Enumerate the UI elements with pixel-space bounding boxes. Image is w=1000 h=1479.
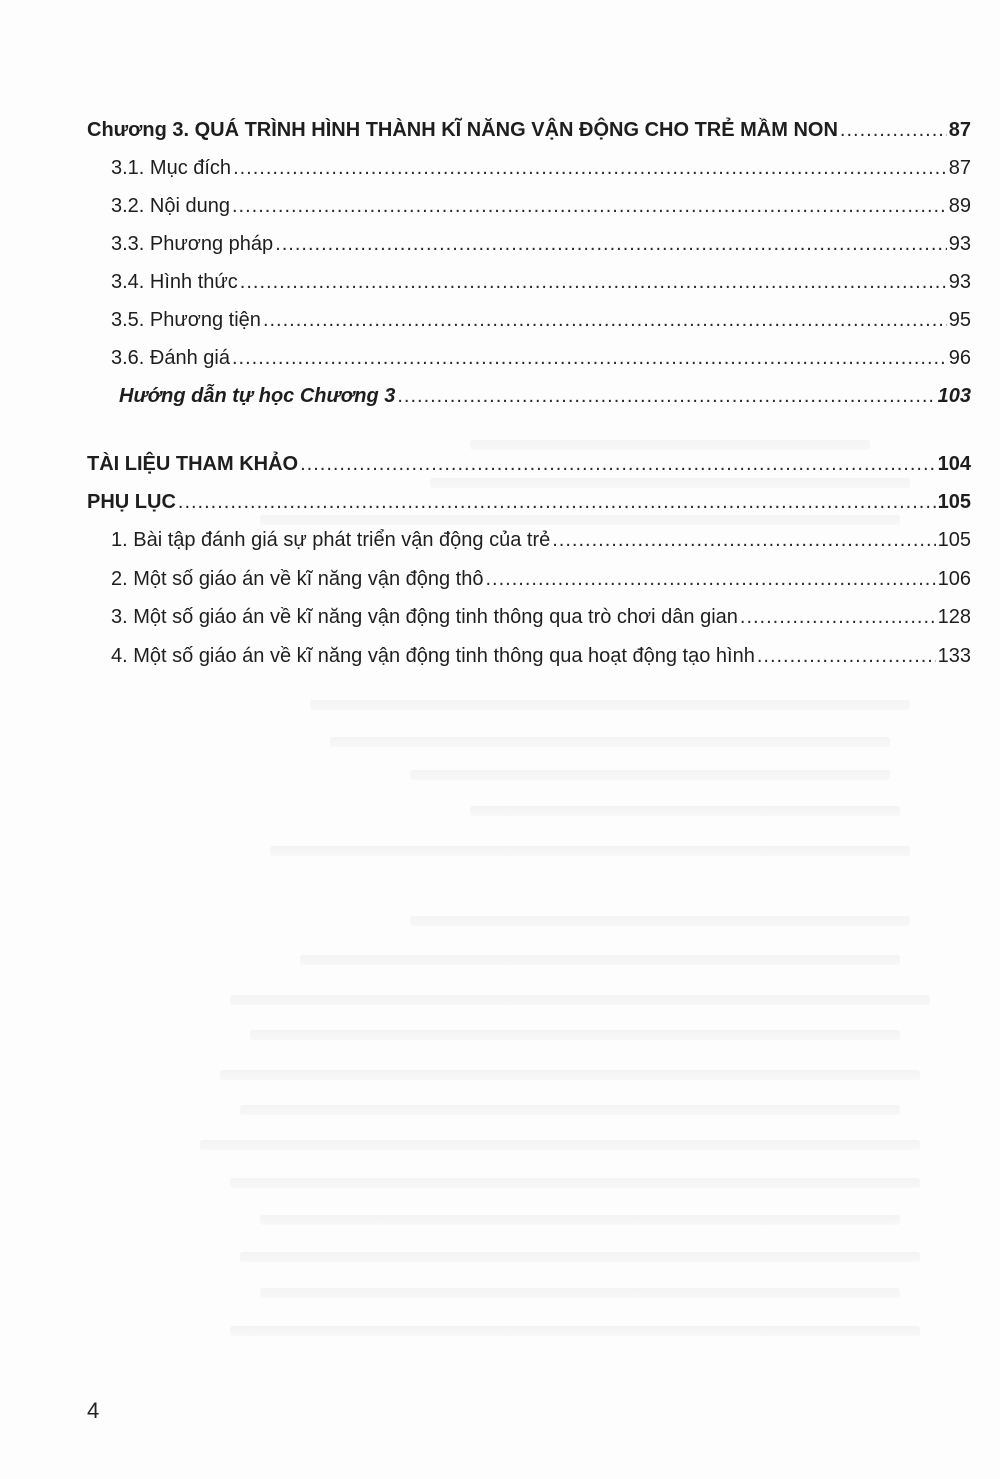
- toc-section-3-6[interactable]: [87, 346, 971, 384]
- toc-entry-title: Hướng dẫn tự học Chương 3: [119, 385, 396, 407]
- toc-page-number: 128: [937, 606, 971, 628]
- toc-entry-title: 2. Một số giáo án về kĩ năng vận động thô: [111, 567, 484, 590]
- toc-appendix[interactable]: [87, 490, 971, 528]
- dot-leader: [178, 490, 936, 514]
- toc-entry-title: 3.1. Mục đích: [111, 157, 232, 179]
- dot-leader: [485, 567, 935, 591]
- toc-page-number: 95: [948, 309, 971, 331]
- dot-leader: [757, 644, 936, 668]
- toc-appendix-item-1[interactable]: [87, 528, 971, 567]
- dot-leader: [263, 308, 947, 332]
- dot-leader: [275, 232, 947, 256]
- dot-leader: [300, 452, 936, 476]
- toc-appendix-item-2[interactable]: [87, 567, 971, 606]
- table-of-contents: [87, 118, 971, 682]
- toc-entry-title: 3.4. Hình thức: [111, 271, 238, 293]
- toc-appendix-item-3[interactable]: [87, 605, 971, 644]
- toc-entry-title: 3. Một số giáo án về kĩ năng vận động tinh thông qua trò chơi dân gian: [111, 606, 738, 628]
- toc-appendix-item-4[interactable]: [87, 644, 971, 683]
- toc-section-3-3[interactable]: [87, 232, 971, 270]
- dot-leader: [552, 528, 935, 552]
- dot-leader: [240, 270, 947, 294]
- toc-entry-title: 4. Một số giáo án về kĩ năng vận động tinh thông qua hoạt động tạo hình: [111, 644, 755, 667]
- toc-entry-title: 1. Bài tập đánh giá sự phát triển vận động của trẻ: [111, 529, 551, 551]
- dot-leader: [232, 194, 947, 218]
- toc-entry-title: 3.3. Phương pháp: [111, 233, 274, 255]
- toc-page-number: 133: [937, 644, 971, 667]
- toc-page-number: 87: [948, 157, 971, 179]
- dot-leader: [840, 118, 947, 142]
- section-gap: [87, 422, 971, 452]
- dot-leader: [232, 346, 947, 370]
- toc-page-number: 104: [937, 453, 971, 475]
- toc-page-number: 105: [937, 529, 971, 551]
- toc-chapter-3[interactable]: [87, 118, 971, 156]
- toc-section-3-2[interactable]: [87, 194, 971, 232]
- toc-entry-title: 3.6. Đánh giá: [111, 347, 230, 369]
- toc-entry-title: 3.2. Nội dung: [111, 195, 230, 217]
- toc-page-number: 106: [937, 567, 971, 590]
- toc-entry-title: 3.5. Phương tiện: [111, 309, 261, 331]
- toc-entry-title: TÀI LIỆU THAM KHẢO: [87, 453, 299, 475]
- toc-section-3-4[interactable]: [87, 270, 971, 308]
- toc-page-number: 89: [948, 195, 971, 217]
- toc-entry-title: PHỤ LỤC: [87, 491, 176, 513]
- toc-section-3-1[interactable]: [87, 156, 971, 194]
- toc-page-number: 96: [948, 347, 971, 369]
- page-number: 4: [87, 1398, 100, 1423]
- dot-leader: [233, 156, 947, 180]
- toc-self-study-guide[interactable]: [87, 384, 971, 422]
- toc-page-number: 87: [948, 119, 971, 141]
- toc-page-number: 93: [948, 233, 971, 255]
- toc-page-number: 103: [937, 385, 971, 407]
- toc-page-number: 105: [937, 491, 971, 513]
- dot-leader: [397, 384, 935, 408]
- toc-section-3-5[interactable]: [87, 308, 971, 346]
- toc-references[interactable]: [87, 452, 971, 490]
- toc-entry-title: Chương 3. QUÁ TRÌNH HÌNH THÀNH KĨ NĂNG VẬN ĐỘNG CHO TRẺ MẦM NON: [87, 119, 838, 141]
- toc-page-number: 93: [948, 271, 971, 293]
- dot-leader: [740, 605, 936, 629]
